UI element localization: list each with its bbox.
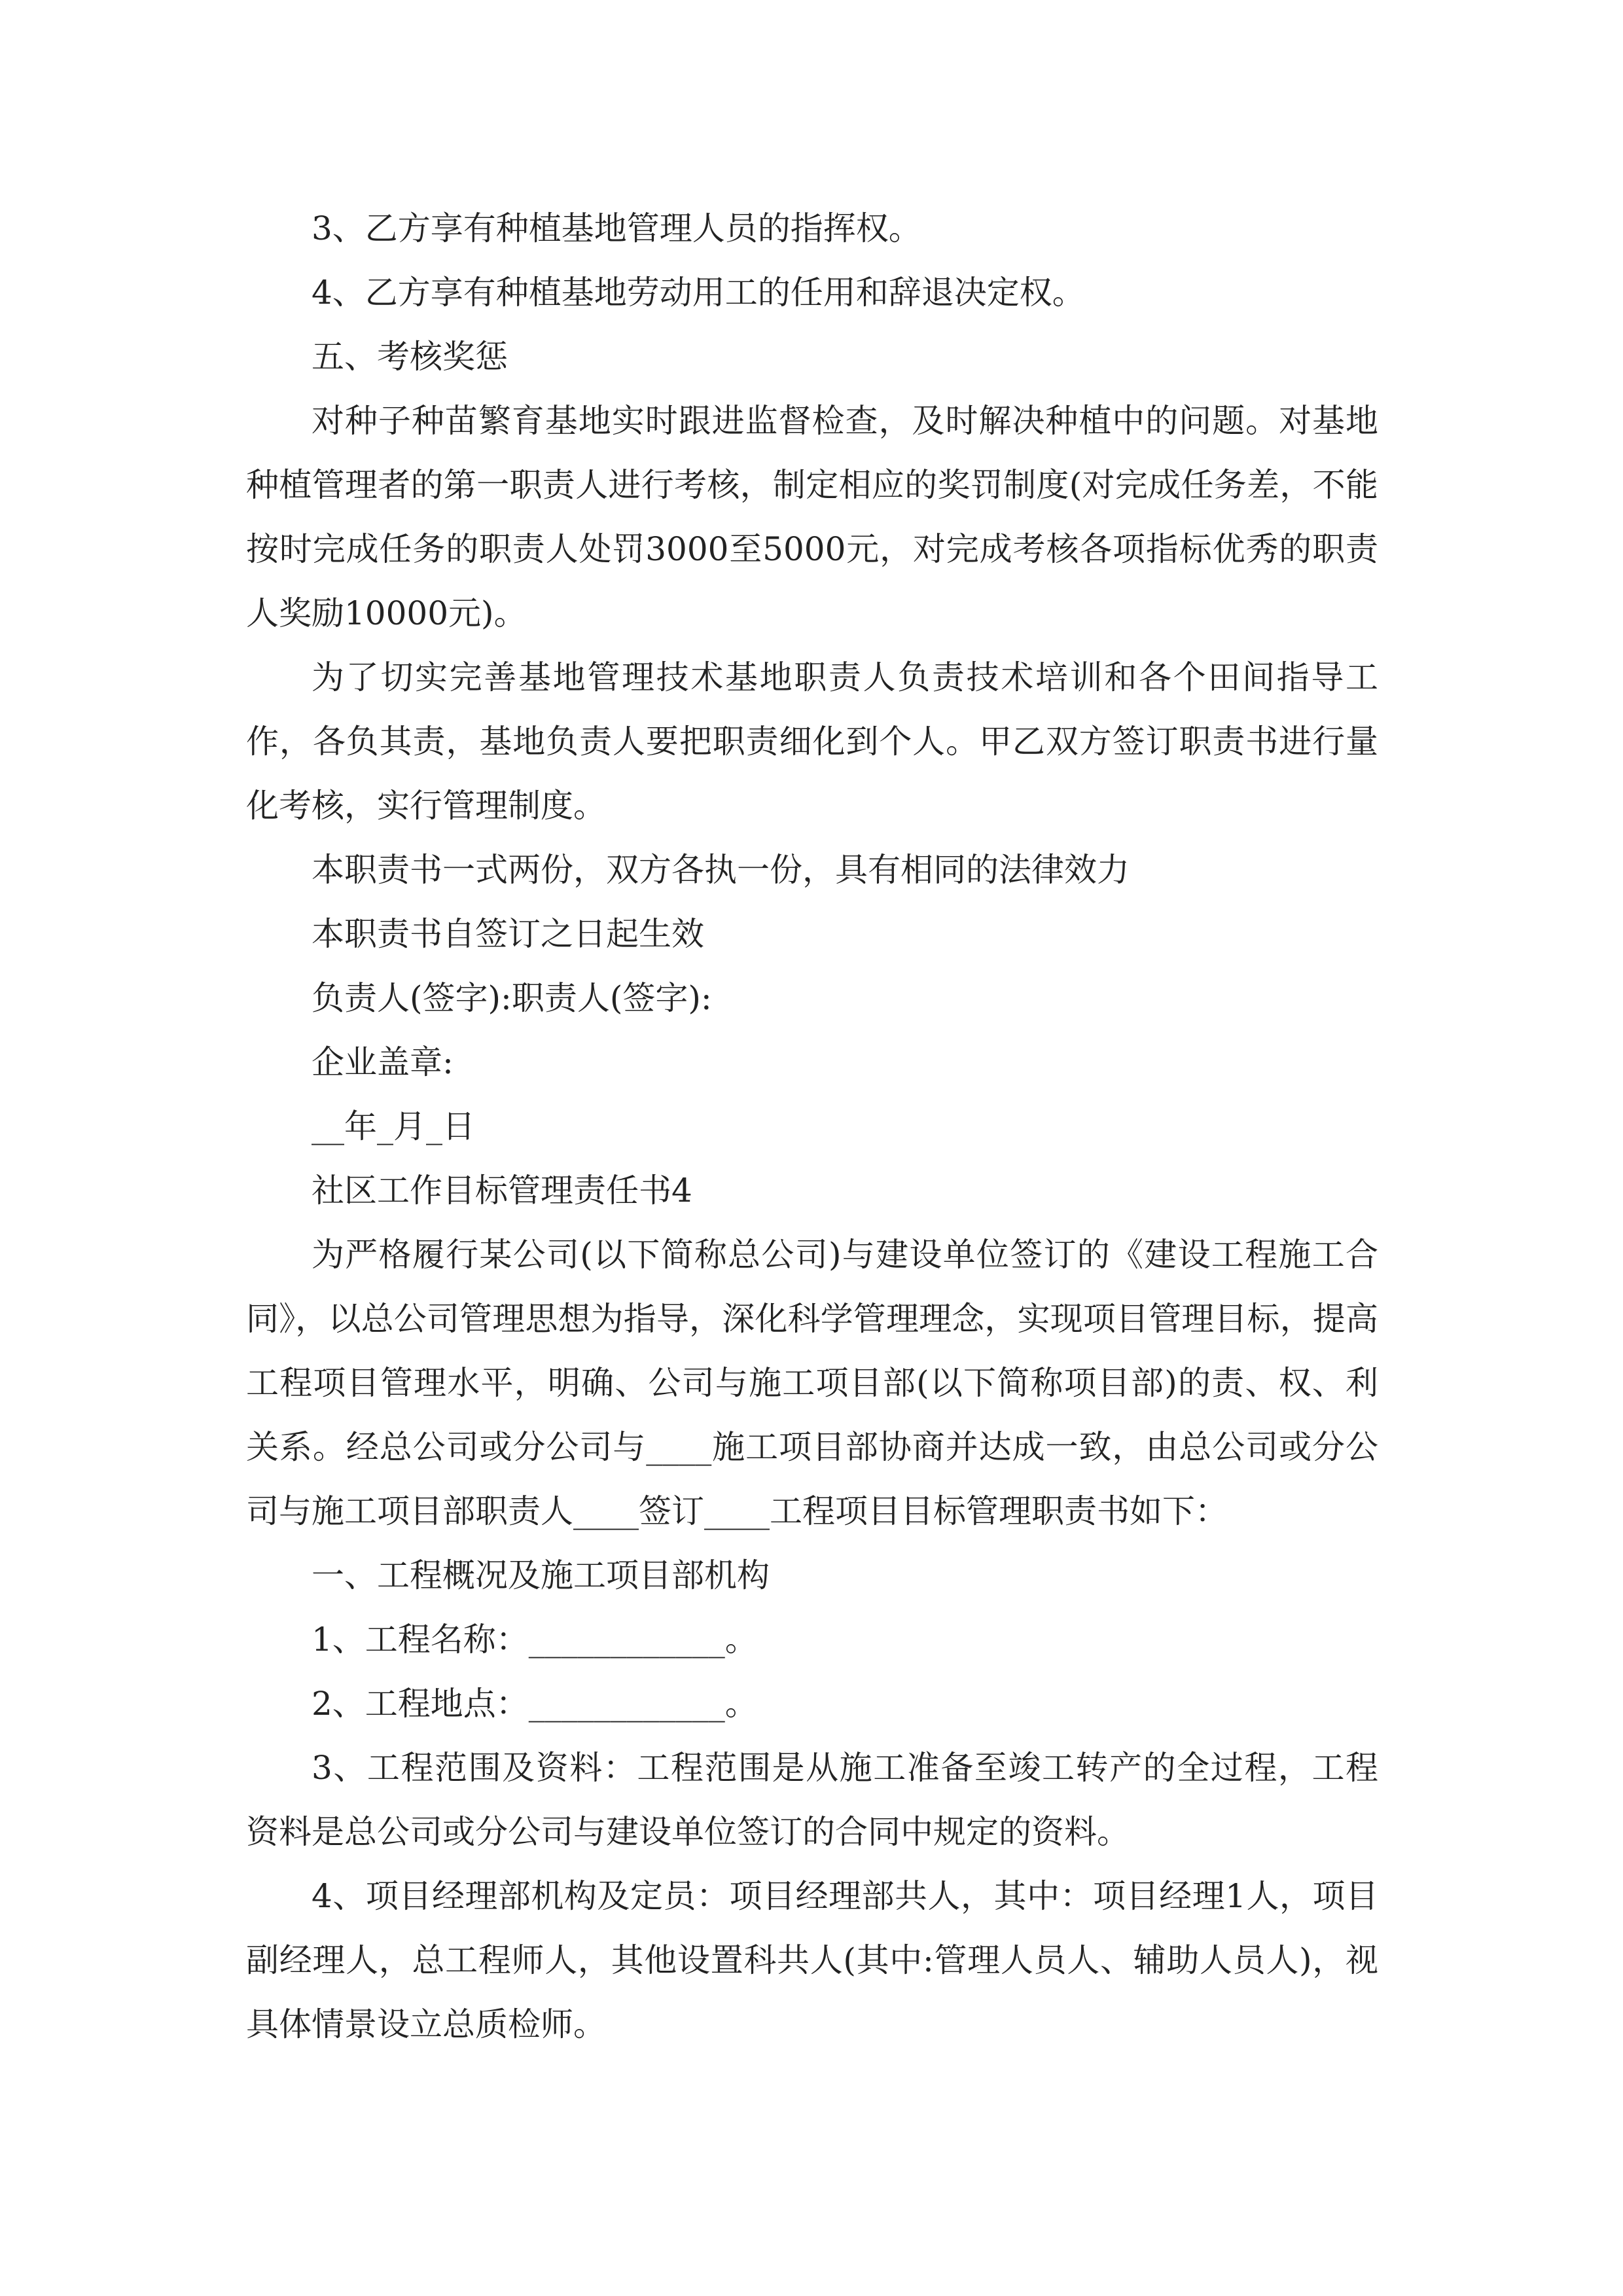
signature-line: 负责人(签字):职责人(签字):: [312, 979, 712, 1017]
document-title-4: 社区工作目标管理责任书4: [312, 1172, 692, 1210]
document-body: [246, 196, 1378, 2056]
paragraph-item-3: 3、乙方享有种植基地管理人员的指挥权。: [312, 209, 921, 247]
paragraph-assessment-body: 对种子种苗繁育基地实时跟进监督检查，及时解决种植中的问题。对基地种植管理者的第一职责人进行考核，制定相应的奖罚制度(对完成任务差，不能按时完成任务的职责人处罚3000至5000元，对完成考核各项指标优秀的职责人奖励10000元)。: [246, 402, 1378, 632]
paragraph-copies: 本职责书一式两份，双方各执一份，具有相同的法律效力: [312, 851, 1130, 889]
paragraph-management-tech: 为了切实完善基地管理技术基地职责人负责技术培训和各个田间指导工作，各负其责，基地负责人要把职责细化到个人。甲乙双方签订职责书进行量化考核，实行管理制度。: [246, 658, 1378, 825]
paragraph-project-staffing: 4、项目经理部机构及定员：项目经理部共人，其中：项目经理1人，项目副经理人，总工程师人，其他设置科共人(其中:管理人员人、辅助人员人)，视具体情景设立总质检师。: [246, 1877, 1378, 2043]
paragraph-project-scope: 3、工程范围及资料：工程范围是从施工准备至竣工转产的全过程，工程资料是总公司或分公司与建设单位签订的合同中规定的资料。: [246, 1749, 1378, 1851]
section-heading-assessment: 五、考核奖惩: [312, 338, 508, 376]
paragraph-project-location: 2、工程地点：____________。: [312, 1685, 758, 1723]
paragraph-effective: 本职责书自签订之日起生效: [312, 915, 704, 953]
paragraph-item-4: 4、乙方享有种植基地劳动用工的任用和辞退决定权。: [312, 274, 1085, 312]
company-seal-line: 企业盖章:: [312, 1043, 454, 1081]
date-line: __年_月_日: [312, 1107, 475, 1145]
paragraph-intro-contract: 为严格履行某公司(以下简称总公司)与建设单位签订的《建设工程施工合同》，以总公司管理思想为指导，深化科学管理理念，实现项目管理目标，提高工程项目管理水平，明确、公司与施工项目部(以下简称项目部)的责、权、利关系。经总公司或分公司与____施工项目部协商并达成一致，由总公司或分公司与施工项目部职责人____签订____工程项目目标管理职责书如下：: [246, 1236, 1378, 1530]
section-heading-overview: 一、工程概况及施工项目部机构: [312, 1556, 770, 1594]
paragraph-project-name: 1、工程名称：____________。: [312, 1621, 758, 1659]
